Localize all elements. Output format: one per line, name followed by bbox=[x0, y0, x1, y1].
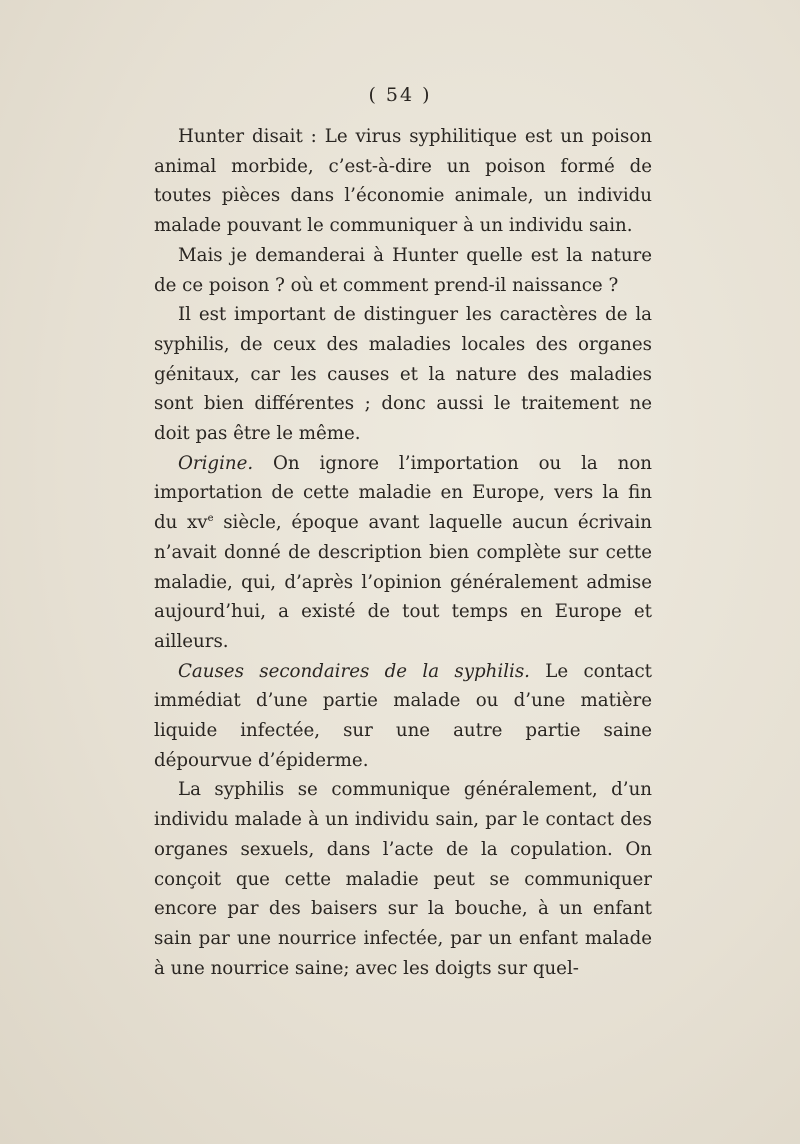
paragraph-transmission bbox=[154, 775, 652, 983]
paragraph-text: siècle, époque avant laquelle aucun écrivain n’avait donné de description bien complète sur cette maladie, qui, d’après l’opinion généralement admise aujourd’hui, a existé de tout temps en Europe et ailleurs. bbox=[154, 512, 652, 652]
section-label-origine: Origine. bbox=[178, 452, 254, 474]
paragraph-text: Mais je demanderai à Hunter quelle est la nature de ce poison ? où et comment prend-il naissance ? bbox=[154, 244, 652, 296]
page-number: ( 54 ) bbox=[368, 84, 432, 106]
paragraph-text: Hunter disait : Le virus syphilitique est un poison animal morbide, c’est-à-dire un poison formé de toutes pièces dans l’économie animale, un individu malade pouvant le communiquer à un individu sain. bbox=[154, 126, 652, 237]
section-label-causes: Causes secondaires de la syphilis. bbox=[178, 660, 530, 682]
paragraph-distinction bbox=[154, 300, 652, 449]
paragraph-text: La syphilis se communique généralement, d’un individu malade à un individu sain, par le contact des organes sexuels, dans l’acte de la copulation. On conçoit que cette maladie peut se communiquer encore par des baisers sur la bouche, à un enfant sain par une nourrice infectée, par un enfant malade à une nourrice saine; avec les doigts sur quel- bbox=[154, 779, 652, 979]
paragraph-text: Il est important de distinguer les caractères de la syphilis, de ceux des maladies locales des organes génitaux, car les causes et la nature des maladies sont bien différentes ; donc aussi le traitement ne doit pas être le même. bbox=[154, 304, 652, 445]
paragraph-text: On ignore l’importation ou la non importation de cette maladie en Europe, vers la fin du xv bbox=[154, 452, 652, 534]
paragraph-question bbox=[154, 241, 652, 300]
paragraph-causes bbox=[154, 657, 652, 776]
paragraph-origine bbox=[154, 449, 652, 657]
body-text bbox=[154, 122, 652, 983]
paragraph-text: Le contact immédiat d’une partie malade ou d’une matière liquide infectée, sur une autre partie saine dépourvue d’épiderme. bbox=[154, 660, 652, 771]
paragraph-hunter-quote bbox=[154, 122, 652, 241]
century-superscript: e bbox=[207, 513, 214, 525]
